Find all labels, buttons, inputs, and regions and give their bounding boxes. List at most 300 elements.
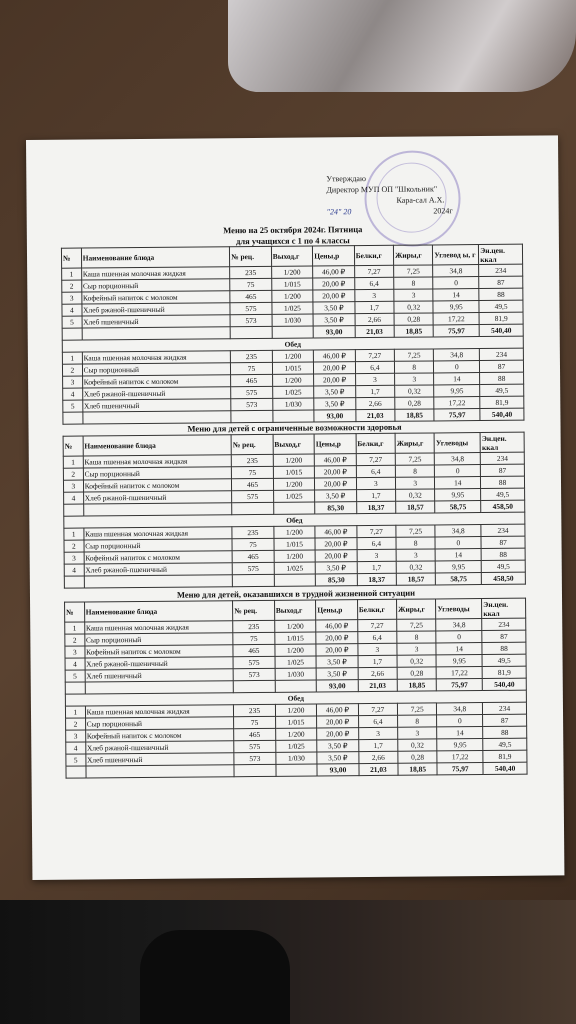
empty-cell [272, 326, 314, 338]
table-cell: 575 [233, 656, 275, 668]
table-cell: 1/025 [274, 562, 316, 574]
table-cell: 1,7 [358, 739, 397, 751]
table-cell: 17,22 [434, 397, 480, 409]
table-cell: 49,5 [483, 738, 527, 750]
column-header: Белки,г [356, 433, 395, 453]
total-cell: 540,40 [479, 324, 523, 336]
table-cell: 34,8 [436, 619, 482, 631]
table-cell: 3 [395, 373, 434, 385]
column-header: Выход,г [271, 246, 313, 266]
table-cell: 14 [437, 727, 483, 739]
menu-title: Меню на 25 октября 2024г. Пятница [223, 224, 363, 236]
empty-cell [232, 502, 274, 514]
table-cell: 1/025 [275, 740, 317, 752]
table-cell: 7,27 [357, 525, 396, 537]
table-cell: Кофейный напиток с молоком [84, 551, 233, 564]
section3-title: Меню для детей, оказавшихся в трудной жизненной ситуации [176, 587, 416, 600]
table-cell: 7,27 [354, 265, 393, 277]
table-cell: 7,25 [394, 265, 433, 277]
plastic-bag [228, 0, 576, 92]
table-cell: 3 [62, 292, 82, 304]
table-cell: 75 [231, 362, 273, 374]
table-cell: 6,4 [358, 631, 397, 643]
table-cell: 81,9 [480, 396, 524, 408]
empty-cell [83, 411, 232, 424]
total-cell: 18,37 [356, 501, 395, 513]
table-cell: 575 [232, 490, 274, 502]
table-cell: 2 [63, 468, 83, 480]
table-cell: 234 [480, 348, 524, 360]
table-cell: 20,00 ₽ [315, 550, 357, 562]
total-cell: 93,00 [313, 326, 355, 338]
table-cell: 3,50 ₽ [315, 562, 357, 574]
table-cell: 49,5 [482, 654, 526, 666]
table-cell: 3,50 ₽ [313, 314, 355, 326]
table-cell: 9,95 [437, 739, 483, 751]
approval-block [326, 172, 452, 217]
table-cell: 0,28 [397, 667, 436, 679]
table-cell: Хлеб пшеничный [82, 399, 231, 412]
table-cell: 1/025 [275, 656, 317, 668]
table-cell: 0,28 [395, 397, 434, 409]
table-cell: 235 [232, 526, 274, 538]
table-cell: 1 [64, 528, 84, 540]
table-cell: 34,8 [437, 703, 483, 715]
table-cell: 1/200 [274, 620, 316, 632]
table-cell: 3 [395, 477, 434, 489]
table-cell: 4 [64, 492, 84, 504]
table-cell: 1,7 [355, 301, 394, 313]
table-cell: 235 [231, 350, 273, 362]
table-cell: Сыр порционный [82, 363, 231, 376]
table-cell: 34,8 [433, 265, 479, 277]
table-cell: 1/030 [272, 398, 314, 410]
table-cell: 1/025 [272, 302, 314, 314]
table-cell: 75 [232, 466, 274, 478]
table-cell: 2,66 [358, 667, 397, 679]
table-cell: 20,00 ₽ [314, 374, 356, 386]
table-cell: Каша пшенная молочная жидкая [81, 267, 230, 280]
table-cell: 234 [481, 524, 525, 536]
column-header: Эн.цен. ккал [479, 244, 523, 264]
table-cell: 465 [230, 290, 272, 302]
table-cell: 573 [234, 752, 276, 764]
total-cell: 458,50 [482, 572, 526, 584]
table-cell: 4 [65, 658, 85, 670]
menu-subtitle: для учащихся с 1 по 4 классы [236, 235, 350, 247]
table-cell: 20,00 ₽ [315, 538, 357, 550]
table-cell: 4 [62, 304, 82, 316]
table-cell: 88 [483, 726, 527, 738]
empty-cell [64, 504, 84, 516]
table-cell: Кофейный напиток с молоком [85, 645, 234, 658]
column-header: Наименование блюда [83, 435, 232, 456]
table-cell: 3 [356, 477, 395, 489]
table-cell: 1/200 [272, 350, 314, 362]
table-cell: 0,32 [398, 739, 437, 751]
table-cell: 17,22 [436, 667, 482, 679]
empty-cell [64, 576, 84, 588]
table-cell: 20,00 ₽ [317, 716, 359, 728]
column-header: Цены,р [314, 434, 356, 454]
table-cell: 7,25 [396, 525, 435, 537]
table-cell: 1,7 [356, 489, 395, 501]
total-cell: 18,85 [397, 679, 436, 691]
table-cell: 1/200 [272, 374, 314, 386]
table-cell: Сыр порционный [84, 633, 233, 646]
table-cell: 1/200 [275, 644, 317, 656]
table-cell: Каша пшенная молочная жидкая [82, 351, 231, 364]
table-cell: 20,00 ₽ [313, 278, 355, 290]
lunch-label: Обед [62, 336, 523, 352]
column-header: № рец. [231, 434, 273, 454]
table-cell: 3 [66, 730, 86, 742]
table-cell: Хлеб ржаной-пшеничный [84, 563, 233, 576]
table-cell: 7,25 [394, 349, 433, 361]
empty-cell [66, 766, 86, 778]
table-cell: 234 [480, 452, 524, 464]
column-header: Эн.цен. ккал [482, 598, 526, 618]
table-cell: 88 [479, 288, 523, 300]
table-cell: 87 [482, 630, 526, 642]
table-cell: 3 [357, 549, 396, 561]
table-cell: 20,00 ₽ [313, 290, 355, 302]
table-cell: 0,32 [395, 385, 434, 397]
approval-line-3: Кара-сал А.Х. [396, 195, 445, 205]
table-cell: Сыр порционный [81, 279, 230, 292]
table-cell: 34,8 [435, 453, 481, 465]
table-cell: 1/200 [274, 526, 316, 538]
empty-cell [63, 412, 83, 424]
menu-table-limited-health [63, 432, 526, 589]
table-cell: 1/015 [275, 716, 317, 728]
empty-cell [62, 328, 82, 340]
lunch-label: Обед [65, 690, 526, 706]
table-cell: 17,22 [433, 313, 479, 325]
approval-line-1: Утверждаю [326, 174, 366, 184]
column-header: Углеводы [436, 599, 482, 619]
menu-document [26, 135, 564, 880]
table-cell: 1/200 [272, 290, 314, 302]
table-cell: 3,50 ₽ [314, 398, 356, 410]
table-cell: 46,00 ₽ [314, 454, 356, 466]
empty-cell [233, 574, 275, 586]
total-cell: 75,97 [437, 763, 483, 775]
table-cell: 1,7 [355, 385, 394, 397]
total-cell: 85,30 [316, 574, 358, 586]
table-cell: 87 [481, 536, 525, 548]
column-header: № рец. [230, 246, 272, 266]
table-cell: Сыр порционный [83, 467, 232, 480]
menu-table-difficult-situation [64, 598, 528, 779]
table-cell: 8 [396, 537, 435, 549]
table-cell: 81,9 [479, 312, 523, 324]
table-cell: Хлеб ржаной-пшеничный [82, 387, 231, 400]
table-cell: 8 [398, 715, 437, 727]
table-cell: 1 [62, 268, 82, 280]
table-cell: 7,25 [397, 619, 436, 631]
table-cell: 235 [233, 620, 275, 632]
table-cell: Хлеб ржаной-пшеничный [83, 491, 232, 504]
table-cell: 20,00 ₽ [315, 478, 357, 490]
approval-date: "24" 20 [326, 207, 352, 217]
table-cell: 575 [234, 740, 276, 752]
table-cell: 3 [397, 643, 436, 655]
table-cell: 1 [62, 352, 82, 364]
lunch-label: Обед [64, 512, 525, 528]
column-header: Жиры,г [397, 599, 436, 619]
table-cell: 3,50 ₽ [316, 656, 358, 668]
approval-line-2: Директор МУП ОП "Школьник" [326, 184, 438, 195]
table-cell: 88 [480, 372, 524, 384]
table-cell: 2,66 [359, 751, 398, 763]
table-cell: 5 [63, 400, 83, 412]
table-cell: Кофейный напиток с молоком [81, 291, 230, 304]
total-cell: 540,40 [483, 762, 527, 774]
total-cell: 18,37 [357, 573, 396, 585]
total-cell: 21,03 [358, 679, 397, 691]
table-cell: 3,50 ₽ [317, 740, 359, 752]
total-cell: 93,00 [314, 410, 356, 422]
table-cell: 20,00 ₽ [316, 632, 358, 644]
table-cell: 465 [232, 478, 274, 490]
table-cell: Каша пшенная молочная жидкая [85, 705, 234, 718]
column-header: Наименование блюда [84, 601, 233, 622]
empty-cell [273, 410, 315, 422]
table-cell: Кофейный напиток с молоком [83, 479, 232, 492]
table-cell: 14 [435, 549, 481, 561]
table-cell: 5 [66, 754, 86, 766]
table-cell: Хлеб ржаной-пшеничный [85, 657, 234, 670]
table-cell: 0 [433, 277, 479, 289]
table-cell: 3 [358, 643, 397, 655]
total-cell: 75,97 [433, 325, 479, 337]
table-cell: 34,8 [434, 349, 480, 361]
table-cell: 9,95 [436, 655, 482, 667]
table-cell: 3,50 ₽ [314, 386, 356, 398]
table-cell: 3 [355, 373, 394, 385]
table-cell: 88 [481, 476, 525, 488]
table-cell: 46,00 ₽ [317, 704, 359, 716]
table-cell: 6,4 [354, 277, 393, 289]
table-cell: Хлеб пшеничный [86, 753, 235, 766]
table-cell: 0,32 [396, 489, 435, 501]
table-cell: 575 [232, 562, 274, 574]
table-cell: 3 [358, 727, 397, 739]
approval-year: 2024г [433, 206, 453, 216]
table-cell: 14 [435, 477, 481, 489]
table-cell: 49,5 [481, 560, 525, 572]
table-cell: 4 [66, 742, 86, 754]
table-cell: 2 [66, 718, 86, 730]
table-cell: 7,25 [397, 703, 436, 715]
total-cell: 18,57 [396, 573, 435, 585]
table-cell: Каша пшенная молочная жидкая [84, 621, 233, 634]
column-header: Жиры,г [393, 245, 432, 265]
table-cell: 3,50 ₽ [317, 752, 359, 764]
table-cell: 87 [483, 714, 527, 726]
table-cell: Каша пшенная молочная жидкая [84, 527, 233, 540]
table-cell: 3 [394, 289, 433, 301]
table-cell: 4 [63, 388, 83, 400]
empty-cell [84, 575, 233, 588]
table-cell: 5 [65, 670, 85, 682]
column-header: Цены,р [313, 246, 355, 266]
table-cell: 88 [482, 642, 526, 654]
table-cell: 8 [394, 277, 433, 289]
table-cell: 75 [232, 538, 274, 550]
table-cell: 3 [63, 480, 83, 492]
total-cell: 75,97 [437, 679, 483, 691]
table-cell: 0,32 [394, 301, 433, 313]
table-cell: 1/015 [275, 632, 317, 644]
menu-table-regular [61, 244, 525, 425]
table-cell: 46,00 ₽ [314, 350, 356, 362]
table-cell: 235 [234, 704, 276, 716]
table-cell: 2,66 [355, 397, 394, 409]
table-cell: 3,50 ₽ [316, 668, 358, 680]
table-cell: 0 [435, 465, 481, 477]
total-cell: 540,40 [482, 678, 526, 690]
table-cell: 3 [355, 289, 394, 301]
table-cell: Хлеб пшеничный [85, 669, 234, 682]
table-cell: 1/030 [272, 314, 314, 326]
table-cell: 1 [65, 706, 85, 718]
empty-cell [86, 765, 235, 778]
column-header: Наименование блюда [81, 247, 230, 268]
table-cell: 234 [482, 618, 526, 630]
table-cell: 75 [230, 278, 272, 290]
total-cell: 18,85 [395, 409, 434, 421]
table-cell: 0,32 [397, 655, 436, 667]
total-cell: 18,85 [394, 325, 433, 337]
table-cell: 14 [433, 289, 479, 301]
table-cell: Сыр порционный [84, 539, 233, 552]
table-cell: 46,00 ₽ [315, 526, 357, 538]
table-cell: 7,27 [356, 453, 395, 465]
table-cell: 6,4 [356, 465, 395, 477]
table-cell: 575 [231, 386, 273, 398]
table-cell: 34,8 [435, 525, 481, 537]
table-cell: 2 [62, 280, 82, 292]
table-cell: 0 [436, 631, 482, 643]
table-cell: Сыр порционный [85, 717, 234, 730]
table-cell: 465 [233, 644, 275, 656]
total-cell: 58,75 [436, 573, 482, 585]
empty-cell [276, 764, 318, 776]
table-cell: 0,28 [394, 313, 433, 325]
column-header: Жиры,г [395, 433, 434, 453]
table-cell: 87 [479, 276, 523, 288]
empty-cell [274, 574, 316, 586]
table-cell: 0,32 [396, 561, 435, 573]
total-cell: 21,03 [355, 325, 394, 337]
table-cell: 3 [65, 646, 85, 658]
total-cell: 21,03 [359, 763, 398, 775]
table-cell: 87 [481, 464, 525, 476]
table-cell: 20,00 ₽ [314, 362, 356, 374]
table-cell: Кофейный напиток с молоком [82, 375, 231, 388]
table-cell: 7,27 [358, 703, 397, 715]
table-cell: 1/015 [271, 278, 313, 290]
table-cell: 3,50 ₽ [315, 490, 357, 502]
table-cell: 1/200 [271, 266, 313, 278]
table-cell: 1/200 [273, 454, 315, 466]
table-cell: 49,5 [481, 488, 525, 500]
table-cell: 2 [65, 634, 85, 646]
table-cell: 46,00 ₽ [316, 620, 358, 632]
table-cell: 1/015 [274, 538, 316, 550]
table-cell: 8 [394, 361, 433, 373]
table-cell: 1/025 [273, 490, 315, 502]
empty-cell [231, 410, 273, 422]
table-cell: 75 [234, 716, 276, 728]
total-cell: 93,00 [317, 764, 359, 776]
column-header: № рец. [233, 600, 275, 620]
table-cell: 234 [483, 702, 527, 714]
column-header: № [61, 248, 81, 268]
total-cell: 540,40 [480, 408, 524, 420]
table-cell: 573 [231, 398, 273, 410]
table-cell: 2 [62, 364, 82, 376]
table-cell: 88 [481, 548, 525, 560]
table-cell: 87 [480, 360, 524, 372]
total-cell: 18,85 [398, 763, 437, 775]
table-cell: 3 [63, 376, 83, 388]
empty-cell [233, 680, 275, 692]
table-cell: 1/025 [272, 386, 314, 398]
table-cell: 573 [233, 668, 275, 680]
table-cell: Каша пшенная молочная жидкая [83, 455, 232, 468]
table-cell: 234 [479, 264, 523, 276]
total-cell: 93,00 [316, 680, 358, 692]
table-cell: 1/200 [275, 704, 317, 716]
column-header: Выход,г [273, 434, 315, 454]
table-cell: 81,9 [482, 666, 526, 678]
total-cell: 75,97 [434, 409, 480, 421]
table-cell: Хлеб пшеничный [82, 315, 231, 328]
table-cell: 14 [436, 643, 482, 655]
table-cell: 49,5 [479, 300, 523, 312]
table-cell: 1/200 [274, 550, 316, 562]
table-cell: 8 [397, 631, 436, 643]
column-header: Углевод ы, г [433, 245, 479, 265]
table-cell: Кофейный напиток с молоком [85, 729, 234, 742]
empty-cell [273, 502, 315, 514]
table-cell: 1,7 [358, 655, 397, 667]
table-cell: 2,66 [355, 313, 394, 325]
table-cell: 1 [63, 456, 83, 468]
column-header: Цены,р [316, 600, 358, 620]
table-cell: 20,00 ₽ [315, 466, 357, 478]
table-cell: 6,4 [355, 361, 394, 373]
table-cell: 1,7 [357, 561, 396, 573]
table-cell: 1/015 [273, 466, 315, 478]
table-cell: 1/015 [272, 362, 314, 374]
table-cell: 17,22 [437, 751, 483, 763]
table-cell: 7,25 [395, 453, 434, 465]
table-cell: 3 [396, 549, 435, 561]
column-header: № [65, 602, 85, 622]
section2-title: Меню для детей с ограниченные возможности здоровья [187, 421, 402, 434]
table-cell: 20,00 ₽ [317, 728, 359, 740]
table-cell: 9,95 [436, 561, 482, 573]
total-cell: 21,03 [356, 409, 395, 421]
table-cell: 4 [64, 564, 84, 576]
total-cell: 458,50 [481, 500, 525, 512]
table-cell: 9,95 [434, 385, 480, 397]
table-cell: 465 [231, 374, 273, 386]
